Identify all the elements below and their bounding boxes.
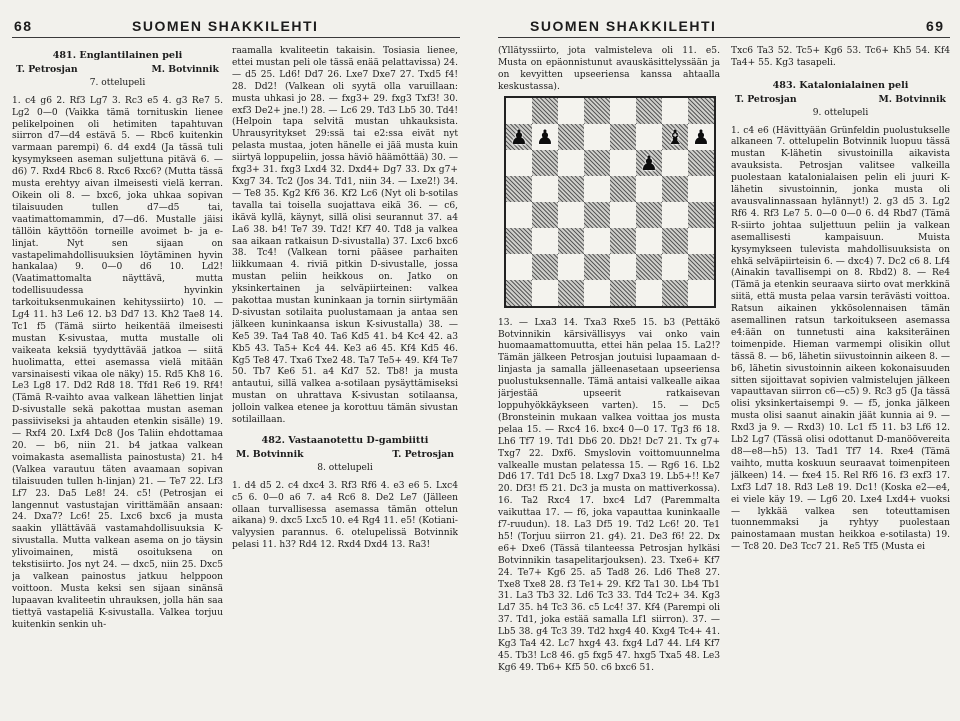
board-square — [610, 202, 636, 228]
game-481-text-continued: raamalla kvaliteetin takaisin. Tosiasia lienee, ettei mustan peli ole tässä enää pelattavissa) 24. — d5 25. Ld6! Dd7 26. Lxe7 Dxe7 27. Txd5 f4! 28. Dd2! (Valkean oli syytä olla varuillaan: musta uhkasi jo 28. — fxg3+ 29. fxg3 Txf3! 30. exf3 De2+ jne.!) 28. — Lc6 29. Td3 Lb5 30. Td4! (Helpoin tapa selvitä mustan uhkauksista. Uhrausyritykset 29:ssä tai e2:ssa eivät nyt pelasta mustaa, joten hänelle ei jää musta kuin siirtyä loppupeliin, jossa häviö häämöttää) 30. — fxg3+ 31. fxg3 Lxd4 32. Dxd4+ Dg7 33. Dx g7+ Kxg7 34. Tc2 (Jos 34. Td1, niin 34. — Lxe2!) 34. — Te8 35. Kg2 Kf6 36. Kf2 Lc6 (Nyt oli b-sotilas tavalla tai toisella suojattava eikä 36. — c6, ikävä kyllä, käynyt, sillä olisi seurannut 37. a4 La6 38. b4! Te7 39. Td2! Kf7 40. Td8 ja valkea saa aikaan ratkaisun D-sivustalla) 37. Lxc6 bxc6 38. Tc4! (Valkean torni pääsee parhaiten liikkumaan 4. riviä pitkin D-sivustalle, jossa mustan peliin heikkous on. Jatko on yksinkertainen ja selväpiirteinen: valkea pakottaa mustan kuninkaan ja tornin siirtymään D-sivustan sotilaita puolustamaan ja antaa sen jälkeen kuninkaansa iskun K-sivustalla) 38. — Ke5 39. Ta4 Ta8 40. Ta6 Kd5 41. b4 Kc4 42. a3 Kb5 43. Ta5+ Kc4 44. Ke3 a6 45. Kf4 Kd5 46. Kg5 Te8 47. Txa6 Txe2 48. Ta7 Te5+ 49. Kf4 Te7 50. Tb7 Ke6 51. a4 Kd7 52. Tb8! ja musta antautui, sillä valkea a-sotilaan pysäyttämiseksi mustan on uhrattava K-sivustan sotilaansa, jolloin valkea etenee ja korottuu tämän sivustan sotilaillaan. — [232, 46, 458, 426]
board-square — [532, 98, 558, 124]
board-square — [558, 254, 584, 280]
board-square — [662, 228, 688, 254]
board-square — [688, 176, 714, 202]
board-square — [584, 150, 610, 176]
board-square — [636, 98, 662, 124]
board-square — [532, 124, 558, 150]
game-482-text-continued: 13. — Lxa3 14. Txa3 Rxe5 15. b3 (Pettäkö Botvinnikin kärsivällisyys vai onko vain huomaamattomuutta, ettei hän pelaa 15. La2!? Tämän jälkeen Petrosjan joutuisi lupaamaan d-linjasta ja samalla jälleenasetaan upseeriensa puolustuksennalle. Tämä antaisi valkealle aikaa järjestää upseerit ratkaisevan loppuhyökkäykseen varten). 15. — Dc5 (Bronsteinin mukaan valkea voittaa jos musta pelaa 15. — Rxc4 16. bxc4 0—0 17. Tg3 f6 18. Lh6 Tf7 19. Td1 Db6 20. Db2! Dc7 21. Tx g7+ Txg7 22. Dxf6. Smyslovin voittomuunnelma valkealle mustan pelatessa 15. — Rg6 16. Lb2 Dd6 17. Td1 Dc5 18. Lxg7 Dxa3 19. Lb5+!! Ke7 20. Df3! f5 21. Dc3 ja musta on mattiverkossa). 16. Ta2 Rxc4 17. bxc4 Ld7 (Paremmalta vaikuttaa 17. — f6, joka vapauttaa kuninkaalle f7-ruudun). 18. La3 Df5 19. Td2 Lc6! 20. Te1 h5! (Torjuu siirron 21. g4). 21. De3 f6! 22. Dx e6+ Dxe6 (Tässä tilanteessa Petrosjan hylkäsi Botvinnikin tasapelitarjouksen). 23. Txe6+ Kf7 24. Te7+ Kg6 25. a5 Tad8 26. Ld6 The8 27. Txe8 Txe8 28. f3 Te1+ 29. Kf2 Ta1 30. Lb4 Tb1 31. La3 Tb3 32. Ld6 Tc3 33. Td4 Tc2+ 34. Kg3 Ld7 35. h4 Tc3 36. c5 Lc4! 37. Kf4 (Parempi oli 37. Td1, joka estää samalla Lf1 siirron). 37. — Lb5 38. g4 Tc3 39. Td2 hxg4 40. Kxg4 Tc4+ 41. Kg3 Ta4 42. Lc7 hxg4 43. fxg4 Ld7 44. Lf4 Kf7 45. Tb3! Lc8 46. g5 fxg5 47. hxg5 Txa5 48. Le3 Kg6 49. Tb6+ Kf5 50. c6 bxc6 51. — [498, 317, 720, 673]
board-square — [532, 228, 558, 254]
board-square — [688, 228, 714, 254]
chess-diagram — [504, 96, 716, 308]
board-square — [662, 254, 688, 280]
board-square — [610, 98, 636, 124]
board-square — [610, 254, 636, 280]
board-square — [506, 176, 532, 202]
board-square — [610, 124, 636, 150]
column-4 — [731, 46, 950, 716]
board-square — [662, 176, 688, 202]
right-header-rule — [498, 37, 950, 38]
game-482-white: M. Botvinnik — [236, 448, 304, 460]
board-square — [558, 202, 584, 228]
chess-piece: ♟ — [640, 150, 658, 175]
board-square — [636, 254, 662, 280]
board-square — [662, 124, 688, 150]
game-483-subtitle: 9. ottelupeli — [812, 107, 869, 118]
column-2 — [232, 46, 458, 716]
board-square — [636, 202, 662, 228]
board-square — [558, 150, 584, 176]
board-square — [636, 280, 662, 306]
board-square — [662, 150, 688, 176]
board-square — [506, 124, 532, 150]
board-square — [532, 280, 558, 306]
game-483-title: 483. Katalonialainen peli — [772, 79, 909, 91]
board-square — [610, 176, 636, 202]
board-square — [506, 150, 532, 176]
game-481-black: M. Botvinnik — [151, 63, 219, 75]
game-483-text: 1. c4 e6 (Hävittyään Grünfeldin puolustukselle alkaneen 7. ottelupelin Botvinnik luopuu tässä mustan K-lähetin sivustoinilla aikavista avauksista. Petrosjan valitsee valkeilla puolestaan katalonialaisen pelin eli juuri K-lähetin sivustoinnin, jonka musta oli avausvalinnassaan hylännyt!) 2. g3 d5 3. Lg2 Rf6 4. Rf3 Le7 5. 0—0 0—0 6. d4 Rbd7 (Tämä R-siirto johtaa suljettuun peliin ja valkean asemallisesti kampaisuun. Muista kysymykseen tulevista mahdollisuuksista on ehkä selväpiirteisin 6. — dxc4) 7. Dc2 c6 8. Lf4 (Ainakin tavallisempi on 8. Rbd2) 8. — Re4 (Tämä ja etenkin seuraava siirto ovat merkkinä siitä, että musta pelaa varsin terävästi voittoa. Ratsun aikainen ykkösolennaisen tämän asemallinen ratsun tarkoitukseen asemassa e4:ään on tunnetusti aina kaksiteräinen toimenpide. Hieman varmempi olisikin ollut tässä 8. — b6, lähetin siivustoinnin aikeen 8. — b6, lähetin sivustoinnin aikeen kokonaisuuden sitten sijoittavat sopivien valmistelujen jälkeen vapauttavan siirron c6—c5) 9. Rc3 g5 (Ja tässä olisi yksinkertaisempi 9. — f5, jonka jälkeen musta olisi saanut ainakin jäät kunnia ai 9. — Rxd3 ja 9. — Rxd3) 10. Lc1 f5 11. b3 Lf6 12. Lb2 Lg7 (Tässä olisi odottanut D-manöövereita d8—e8—h5) 13. Tad1 Tf7 14. Rxe4 (Tämä vaihto, mutta koskuun seuraavat toimenpiteen jälkeen) 14. — fxe4 15. Rel Rf6 16. f3 exf3 17. Lxf3 Ld7 18. Rd3 Le8 19. Dc1! (Koska e2—e4, ei viele käy 19. — Lg6 20. Lxe4 Lxd4+ vuoksi — lykkää valkea sen toteuttamisen tuonnemmaksi ja ryhtyy puolestaan painostamaan mustan heikkoa e-sotilasta) 19. — Tc8 20. De3 Tcc7 21. Re5 Tf5 (Musta ei — [731, 125, 950, 553]
board-square — [584, 254, 610, 280]
board-square — [688, 150, 714, 176]
game-482-players — [236, 449, 454, 461]
board-square — [506, 98, 532, 124]
column-3 — [498, 46, 720, 716]
board-square — [688, 124, 714, 150]
board-square — [558, 124, 584, 150]
board-square — [610, 228, 636, 254]
game-481-subtitle: 7. ottelupeli — [89, 77, 146, 88]
left-page-number: 68 — [14, 18, 33, 34]
game-481-players — [16, 64, 219, 76]
board-square — [506, 228, 532, 254]
board-square — [662, 280, 688, 306]
game-482-text: 1. d4 d5 2. c4 dxc4 3. Rf3 Rf6 4. e3 e6 5. Lxc4 c5 6. 0—0 a6 7. a4 Rc6 8. De2 Le7 (Jälleen ollaan turvallisessa asemassa tämän ottelun aikana) 9. dxc5 Lxc5 10. e4 Rg4 11. e5! (Kotianivalyysien parannus. 6. otelupelissä Botvinnik pelasi 11. h3? Rd4 12. Rxd4 Dxd4 13. Ra3! — [232, 480, 458, 551]
board-square — [558, 98, 584, 124]
right-running-title: SUOMEN SHAKKILEHTI — [530, 18, 717, 34]
chess-piece: ♟ — [510, 124, 528, 149]
board-square — [532, 202, 558, 228]
board-square — [532, 176, 558, 202]
board-square — [688, 254, 714, 280]
board-square — [662, 98, 688, 124]
board-square — [688, 280, 714, 306]
board-square — [584, 280, 610, 306]
game-483-white: T. Petrosjan — [735, 93, 797, 105]
game-482-subtitle: 8. ottelupeli — [317, 462, 373, 473]
game-481-white: T. Petrosjan — [16, 63, 78, 75]
chess-piece: ♟ — [692, 124, 710, 149]
board-square — [584, 98, 610, 124]
board-square — [662, 202, 688, 228]
game-483-black: M. Botvinnik — [878, 93, 946, 105]
board-square — [532, 150, 558, 176]
chess-piece: ♝ — [666, 124, 684, 149]
chess-piece: ♟ — [536, 124, 554, 149]
board-square — [584, 176, 610, 202]
board-square — [558, 280, 584, 306]
right-page-number: 69 — [926, 18, 945, 34]
board-square — [584, 228, 610, 254]
board-square — [636, 124, 662, 150]
board-square — [636, 176, 662, 202]
board-square — [532, 254, 558, 280]
board-square — [610, 150, 636, 176]
board-square — [584, 202, 610, 228]
board-square — [636, 150, 662, 176]
column-1 — [12, 46, 223, 716]
board-square — [636, 228, 662, 254]
game-481-title: 481. Englantilainen peli — [52, 50, 183, 61]
game-482-ending: Txc6 Ta3 52. Tc5+ Kg6 53. Tc6+ Kh5 54. Kf4 Ta4+ 55. Kg3 tasapeli. — [731, 46, 950, 68]
board-square — [558, 228, 584, 254]
board-square — [506, 202, 532, 228]
board-square — [688, 202, 714, 228]
game-483-players — [735, 94, 946, 106]
board-square — [506, 254, 532, 280]
left-running-title: SUOMEN SHAKKILEHTI — [132, 18, 319, 34]
left-header-rule — [12, 37, 460, 38]
game-482-intro: (Yllätyssiirto, jota valmisteleva oli 11. e5. Musta on epäonnistunut avauskäsittelyssään ja on kevyitten upseeriensa kanssa ahtaalla keskustassa). — [498, 46, 720, 92]
game-482-title: 482. Vastaanotettu D-gambiitti — [261, 435, 429, 446]
game-481-text: 1. c4 g6 2. Rf3 Lg7 3. Rc3 e5 4. g3 Re7 5. Lg2 0—0 (Vaikka tämä tornituskin lienee pelikelpoinen oli hetimiten tapahtuvan siirron d7—d4 estävä 5. — Rbc6 kuitenkin varmaan parempi) 6. d4 exd4 (Ja tässä tuli kysymykseen aseman suljettuna pitävä 6. — d6) 7. Rxd4 Rbc6 8. Rxc6 Rxc6? (Mutta tässä musta erehtyy aivan ilmeisesti vielä kerran. Oikein oli 8. — bxc6, joka uhkaa sopivan tilaisuuden tullen d7—d5 tai, vaatimattomammin, d7—d6. Mustalle jäisi tällöin käyttöön torneille avoimet b- ja e-linjat. Nyt sen sijaan on vastapelimahdollisuuksien löytäminen hyvin hankalaa) 9. 0—0 d6 10. Ld2! (Vaatimattomalta näyttävä, mutta todellisuudessa hyvinkin tarkoituksenmukainen kehityssiirto) 10. — Lg4 11. h3 Le6 12. b3 Dd7 13. Kh2 Tae8 14. Tc1 f5 (Tämä siirto heikentää ilmeisesti mustan K-sivustaa, mutta mustalle oli vaikeata keksiä tyydyttävää jatkoa — siitä huolimatta, ettei asemassa vielä mitään varsinaisesti vikaa ole näky) 15. Rd5 Kh8 16. Le3 Lg8 17. Dd2 Rd8 18. Tfd1 Re6 19. Rf4! (Tämä R-vaihto avaa valkean lähettien linjat D-sivustalle sekä pakottaa mustan aseman passiiviseksi ja ahtauden etenkin sisälle) 19. — Rxf4 20. Lxf4 Dc8 (Jos Taliin ehdottamaa 20. — b6, niin 21. b4 jatkaa valkean voimakasta asemallista painostusta) 21. h4 (Valkea varautuu täten avaamaan sopivan tilaisuuden tullen h-linjan) 21. — Te7 22. Lf3 Lf7 23. Da5 Le8! 24. c5! (Petrosjan ei langennut vastustajan virittämään ansaan: 24. Dxa7? Lc6! 25. Lxc6 bxc6 ja musta saakin yllättävää vastamahdollisuuksia K-sivustalla. Mutta valkean asema on jo täysin ylivoimainen, mistä osoituksena on tekstisiirto. Jos nyt 24. — dxc5, niin 25. Dxc5 ja valkean painostus jatkuu helppoon voittoon. Musta keksi sen sijaan sinänsä lupaavan kvaliteetin uhrauksen, jolla hän saa tiettyä vastapeliä K-sivustalla. Valkea torjuu kuitenkin senkin uh- — [12, 95, 223, 630]
board-square — [506, 280, 532, 306]
board-square — [610, 280, 636, 306]
board-square — [688, 98, 714, 124]
board-square — [558, 176, 584, 202]
game-482-black: T. Petrosjan — [392, 448, 454, 460]
board-square — [584, 124, 610, 150]
